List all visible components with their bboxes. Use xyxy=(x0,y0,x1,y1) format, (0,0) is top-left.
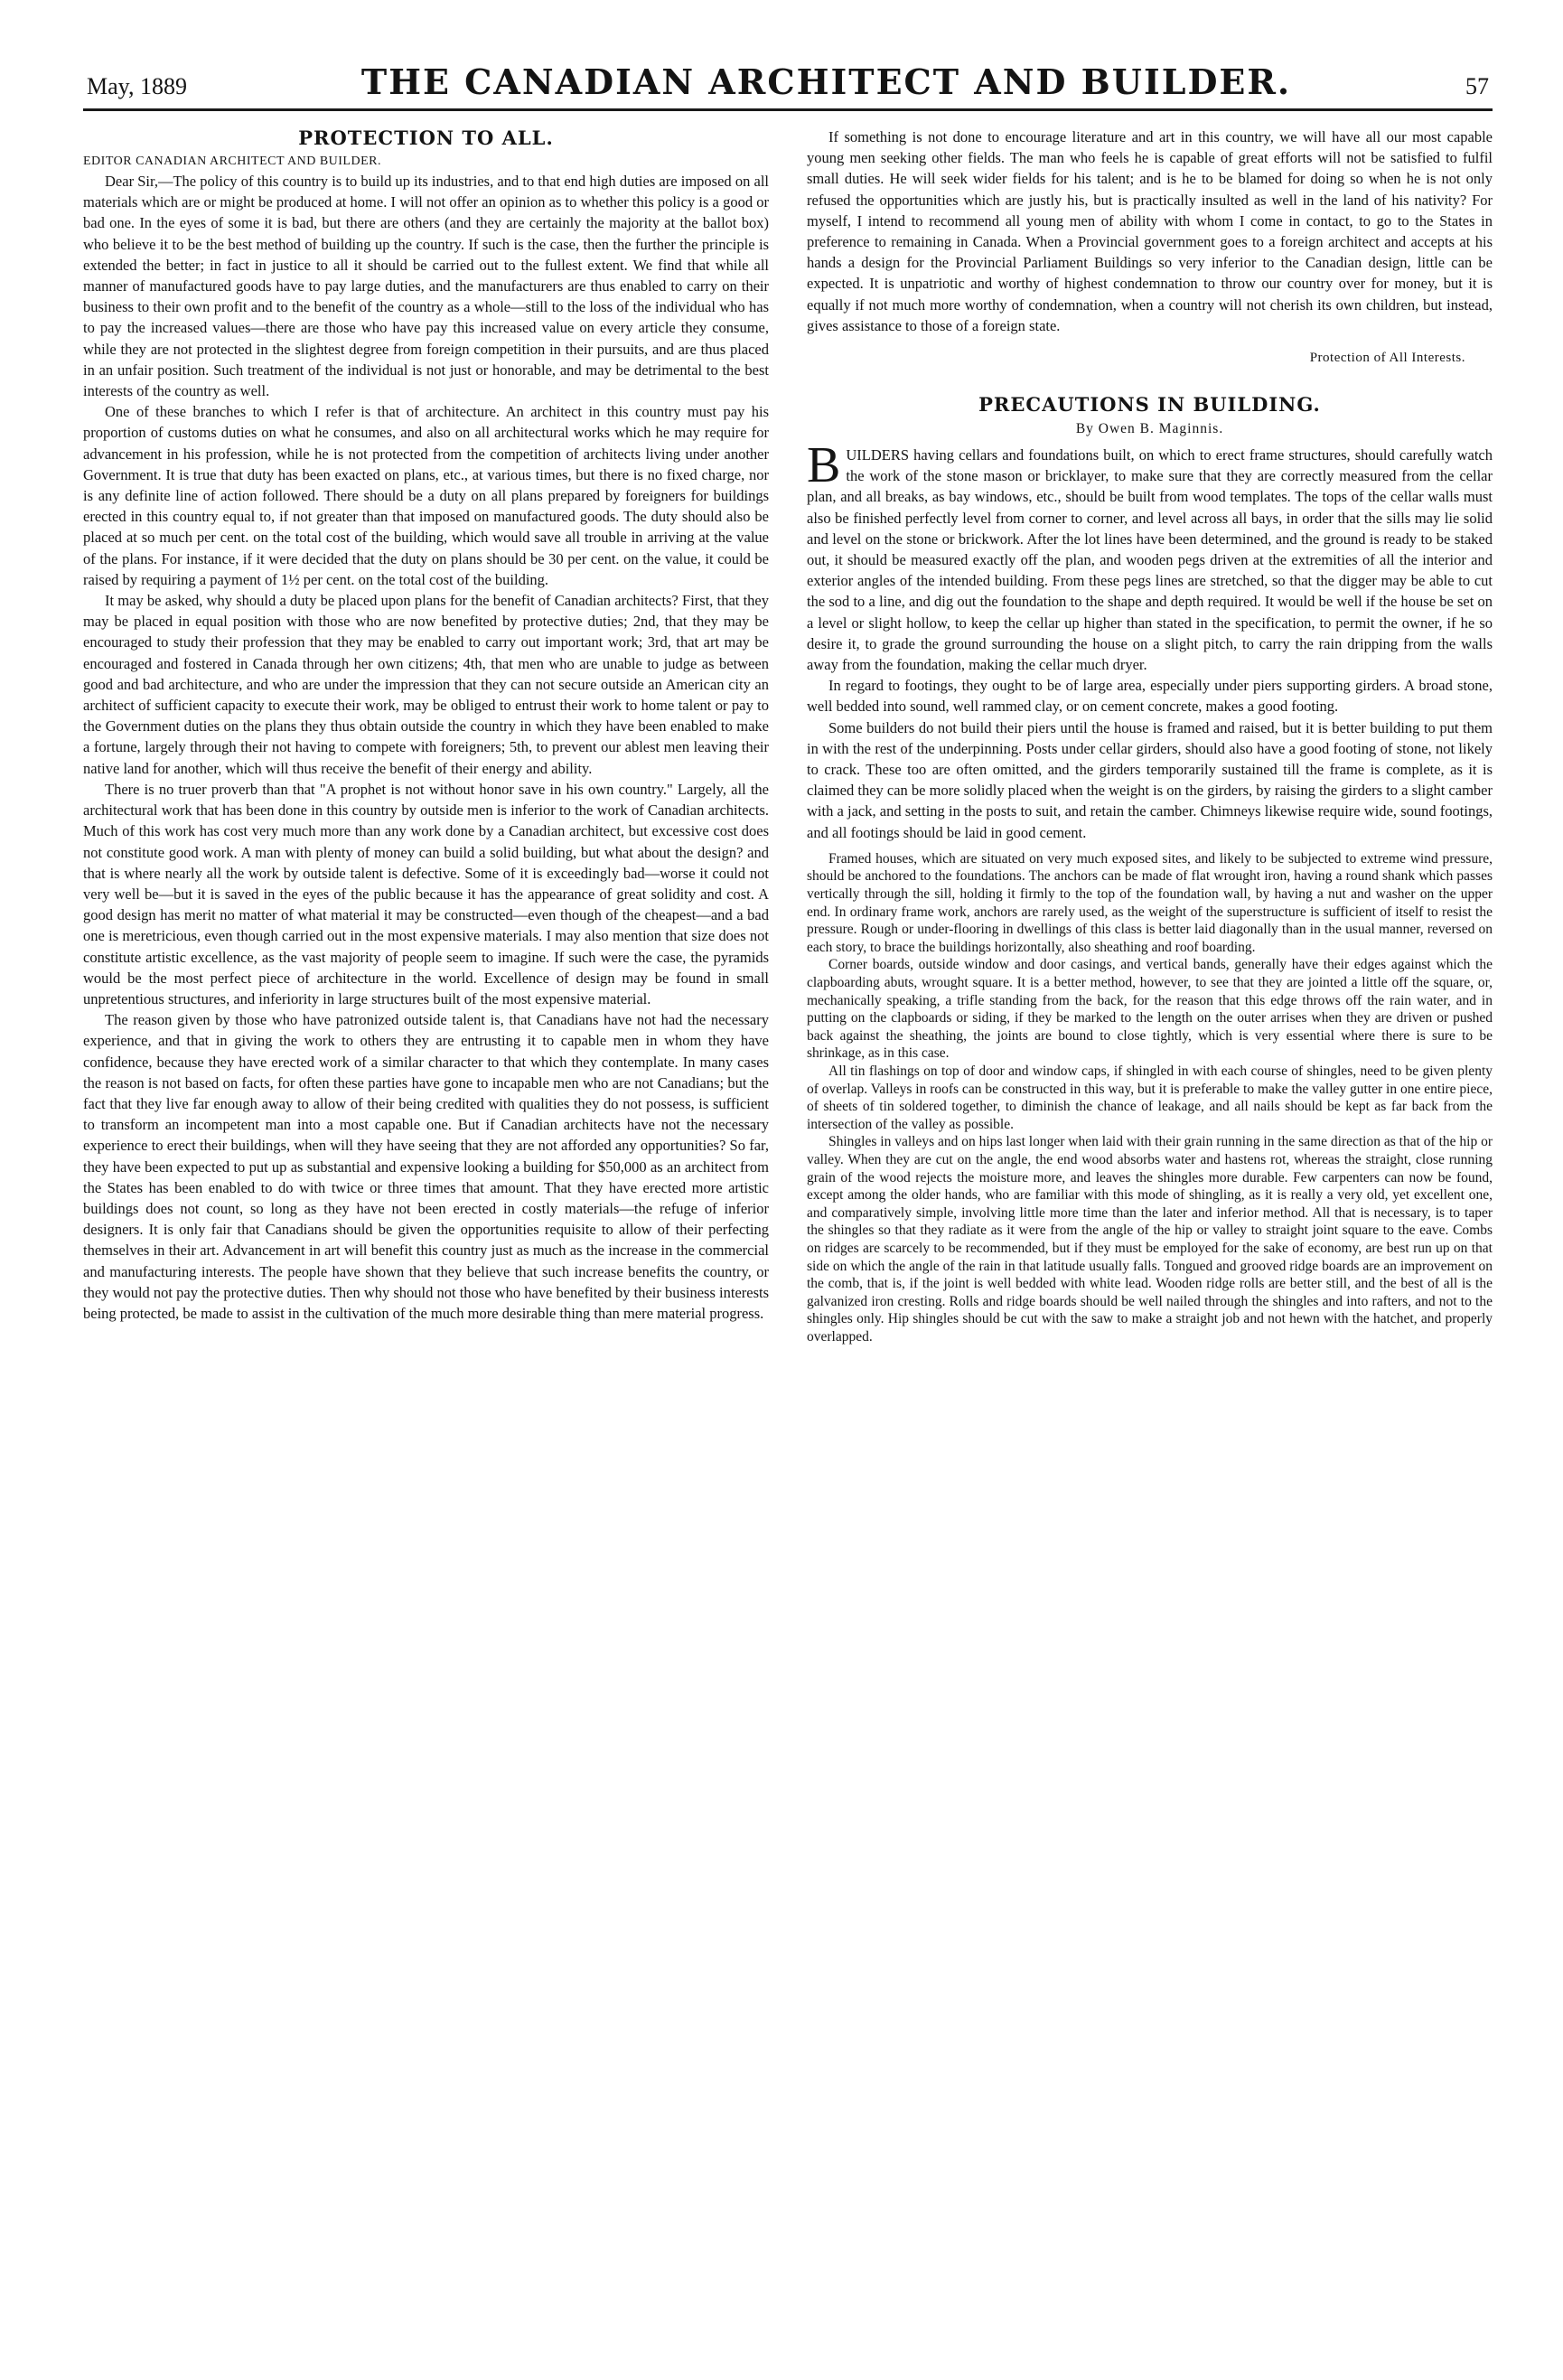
article-paragraph: If something is not done to encourage literature and art in this country, we will have all our most capable young men seeking other fields. The man who feels he is capable of great efforts will not be satisfied to fulfil small duties. He will seek wider fields for his talent; and is he to be blamed for doing so when he is not only refused the opportunities which are justly his, but is practically insulted as well in the land of his nativity? For myself, I intend to recommend all young men of ability with whom I come in contact, to go to the States in preference to remaining in Canada. When a Provincial government goes to a foreign architect and accepts at his hands a design for the Provincial Parliament Buildings so very inferior to the Canadian design, little can be expected. It is unpatriotic and worthy of highest condemnation to throw our country over for money, but it is equally if not much more worthy of condemnation, when a country will not cherish its own children, but instead, gives assistance to those of a foreign state. xyxy=(807,128,1493,334)
columns xyxy=(83,126,1493,2349)
running-head xyxy=(83,61,1493,111)
spacer xyxy=(807,843,1493,850)
article-byline: By Owen B. Maginnis. xyxy=(1075,421,1224,437)
issue-date: May, 1889 xyxy=(87,73,187,99)
left-column xyxy=(83,126,769,2349)
article-paragraph: It may be asked, why should a duty be placed upon plans for the benefit of Canadian architects? First, that they may be placed in equal position with those who are now benefited by protective duties; 2nd, that they may be encouraged to study their profession that they may be enabled to carry out important work; 3rd, that art may be encouraged and fostered in Canada through her own citizens; 4th, that men who are unable to judge as between good and bad architecture, and who are under the impression that they can not secure outside an American city an architect of sufficient capacity to execute their work, may be obliged to entrust their work to home talent or pay to the Government duties on the plans they thus obtain outside the country in which they have been enabled to make a fortune, largely through their not having to compete with foreigners; 5th, to prevent our ablest men leaving their native land for another, which will thus receive the benefit of their energy and ability. xyxy=(83,592,769,777)
article-paragraph: One of these branches to which I refer is that of architecture. An architect in this country must pay his proportion of customs duties on what he consumes, and also on all architectural works which he may require for advancement in his profession, while he is not protected from the competition of architects living under another Government. It is true that duty has been exacted on plans, etc., at various times, but there is no fixed charge, nor is any definite line of action followed. There should be a duty on all plans prepared by foreigners for buildings erected in this country equal to, if not greater than that imposed on manufactured goods. The duty should also be placed at so much per cent. on the total cost of the building, which would save all trouble in arriving at the value of the plans. For instance, if it were decided that the duty on plans should be 30 per cent. on the value, it could be raised by requiring a payment of 1½ per cent. on the total cost of the building. xyxy=(83,403,769,588)
article-paragraph: Some builders do not build their piers until the house is framed and raised, but it is better building to put them in with the rest of the underpinning. Posts under cellar girders, should also have a good footing of stone, not likely to crack. These too are often omitted, and the girders temporarily sustained till the frame is complete, as it is claimed they can be more solidly placed when the weight is on the girders, by raising the girders to a slight camber with a jack, and setting in the posts to suit, and retain the camber. Chimneys likewise require wide, sound footings, and all footings should be laid in good cement. xyxy=(807,718,1493,841)
right-column xyxy=(807,126,1493,2349)
page-number: 57 xyxy=(1465,73,1489,99)
article-paragraph: All tin flashings on top of door and window caps, if shingled in with each course of shingles, need to be given plenty of overlap. Valleys in roofs can be constructed in this way, but it is preferable to make the valley gutter in one entire piece, of sheets of tin soldered together, to diminish the chance of leakage, and all nails should be kept as far back from the intersection of the valley as possible. xyxy=(807,1064,1493,1132)
article-title-precautions: PRECAUTIONS IN BUILDING. xyxy=(978,393,1321,417)
article-paragraph: In regard to footings, they ought to be of large area, especially under piers supporting girders. A broad stone, well bedded into sound, well rammed clay, or on cement concrete, makes a good footing. xyxy=(807,677,1493,716)
letter-signature: Protection of All Interests. xyxy=(1309,351,1465,366)
article-paragraph: Framed houses, which are situated on very much exposed sites, and likely to be subjected to extreme wind pressure, should be anchored to the foundations. The anchors can be made of flat wrought iron, having a round shank which passes vertically through the sill, holding it firmly to the top of the foundation wall, by having a nut and washer on the upper end. In ordinary frame work, anchors are rarely used, as the weight of the superstructure is sufficient of itself to resist the pressure. Rough or under-flooring in dwellings of this class is better laid diagonally than in the usual manner, reversed on each story, to brace the buildings horizontally, also sheathing and roof boarding. xyxy=(807,850,1493,955)
article-paragraph: Corner boards, outside window and door casings, and vertical bands, generally have their edges against which the clapboarding abuts, wrought square. It is a better method, however, to see that they are jointed a little off the square, or, mechanically speaking, a trifle standing from the back, for the reason that this edge throws off the rain water, and in putting on the clapboards or siding, if they be marked to the length on the outer arrises when they are driven or pushed back against the sheathing, the joints are bound to close tightly, which is very essential where there is sure to be shrinkage, as in this case. xyxy=(807,957,1493,1062)
drop-cap-paragraph xyxy=(807,437,1493,675)
article-paragraph: There is no truer proverb than that "A prophet is not without honor save in his own country." Largely, all the architectural work that has been done in this country by outside men is inferior to the work of Canadian architects. Much of this work has cost very much more than any work done by a Canadian architect, but excessive cost does not constitute good work. A man with plenty of money can build a solid building, but what about the design? and that is where nearly all the work by outside talent is defective. Some of it is exceedingly bad—worse it could not very well be—but it is saved in the eyes of the public because it has the appearance of great solidity and cost. A good design has merit no matter of what material it may be constructed—even though of the cheapest—and a bad one is meretricious, even though carried out in the most expensive materials. I may also mention that size does not constitute artistic excellence, as the vast majority of people seem to imagine. If such were the case, the pyramids would be the most perfect piece of architecture in the world. Excellence of design may be found in small unpretentious structures, and inferiority in large structures built of the most expensive material. xyxy=(83,780,769,1007)
article-paragraph: The reason given by those who have patronized outside talent is, that Canadians have not had the necessary experience, and that in giving the work to others they are entrusting it to capable men in whom they have confidence, because they have erected work of a similar character to that which they contemplate. In many cases the reason is not based on facts, for often these parties have gone to incapable men who are not Canadians; but the fact that they live far enough away to allow of their being credited with qualities they do not possess, is sufficient to transform an incompetent man into a most capable one. But if Canadian architects have not the necessary experience to erect their buildings, when will they have seeing that they are not afforded any opportunities? So far, they have been expected to put up as substantial and expensive looking a building for $50,000 as an architect from the States has been enabled to do with twice or three times that amount. That they have erected more artistic buildings does not count, so long as they have not been erected in costly materials—the refuge of inferior designers. It is only fair that Canadians should be given the opportunities requisite to allow of their perfecting themselves in their art. Advancement in art will benefit this country just as much as the increase in the commercial and manufacturing interests. The people have shown that they believe that such increase benefits the country, or they would not pay the protective duties. Then why should not those who have benefited by their business interests being protected, be made to assist in the cultivation of the much more desirable thing than mere material progress. xyxy=(83,1011,769,1322)
article-paragraph: UILDERS having cellars and foundations built, on which to erect frame structures, should carefully watch the work of the stone mason or bricklayer, to make sure that they are correctly measured from the cellar plan, and all breaks, as bay windows, etc., should be built from wood templates. The tops of the cellar walls must also be finished perfectly level from corner to corner, and level across all bays, in order that the sills may lie solid and level on the stone or brickwork. After the lot lines have been determined, and the ground is ready to be staked out, it should be measured exactly off the plan, and wooden pegs driven at the extremities of all the interior and exterior angles of the intended building. From these pegs lines are stretched, so that the digger may be able to cut the sod to a line, and dig out the foundation to the shape and depth required. It would be well if the house be set on a level or slight hollow, to keep the cellar up higher than stated in the specification, to permit the owner, if he so desire it, to grade the ground surrounding the house on a slight pitch, to carry the rain dripping from the walls away from the foundation, making the cellar much dryer. xyxy=(807,446,1493,674)
letter-addressee: EDITOR CANADIAN ARCHITECT AND BUILDER. xyxy=(83,155,381,168)
article-paragraph: Shingles in valleys and on hips last longer when laid with their grain running in the same direction as that of the hip or valley. When they are cut on the angle, the end wood absorbs water and hastens rot, whereas the straight, close running grain of the wood rejects the moisture more, and leaves the shingles more durable. Few carpenters can now be found, except among the older hands, who are familiar with this mode of shingling, as it is really a very old, yet excellent one, and comparatively simple, involving little more time than the later and inferior method. All that is necessary, is to taper the shingles so that they radiate as it were from the angle of the hip or valley to straight joint square to the eave. Combs on ridges are scarcely to be recommended, but if they must be employed for the sake of economy, are best run up on that side on which the angle of the rain in that latitude usually falls. Tongued and grooved ridge boards are an improvement on the comb, that is, if the joint is well bedded with white lead. Wooden ridge rolls are better still, and the best of all is the galvanized iron cresting. Rolls and ridge boards should be well nailed through the shingles and into rafters, and not to the shingles only. Hip shingles should be cut with the saw to make a straight job and not hewn with the hatchet, and properly overlapped. xyxy=(807,1134,1493,1345)
newspaper-page xyxy=(83,61,1493,1345)
small-type-section xyxy=(807,850,1493,1346)
publication-title: THE CANADIAN ARCHITECT AND BUILDER. xyxy=(360,61,1292,102)
drop-cap-letter: B xyxy=(807,437,841,494)
article-title-protection: PROTECTION TO ALL. xyxy=(298,126,554,149)
article-paragraph: Dear Sir,—The policy of this country is to build up its industries, and to that end high duties are imposed on all materials which are or might be produced at home. I will not offer an opinion as to whether this policy is a good or bad one. In the eyes of some it is bad, but there are others (and they are certainly the majority at the ballot box) who believe it to be the best method of building up the country. If such is the case, then the further the principle is extended the better; in fact in justice to all it should be carried out to the fullest extent. We find that while all manner of manufactured goods have to pay large duties, and the manufacturers are thus enabled to carry on their business to their own profit and to the benefit of the country as a whole—still to the loss of the individual who has to pay the increased values—there are those who have pay this increased value on every article they consume, while they are not protected in the slightest degree from foreign competition in their pursuits, and are thus placed in an unfair position. Such treatment of the individual is not just or honorable, and may be detrimental to the best interests of the country as well. xyxy=(83,173,769,400)
